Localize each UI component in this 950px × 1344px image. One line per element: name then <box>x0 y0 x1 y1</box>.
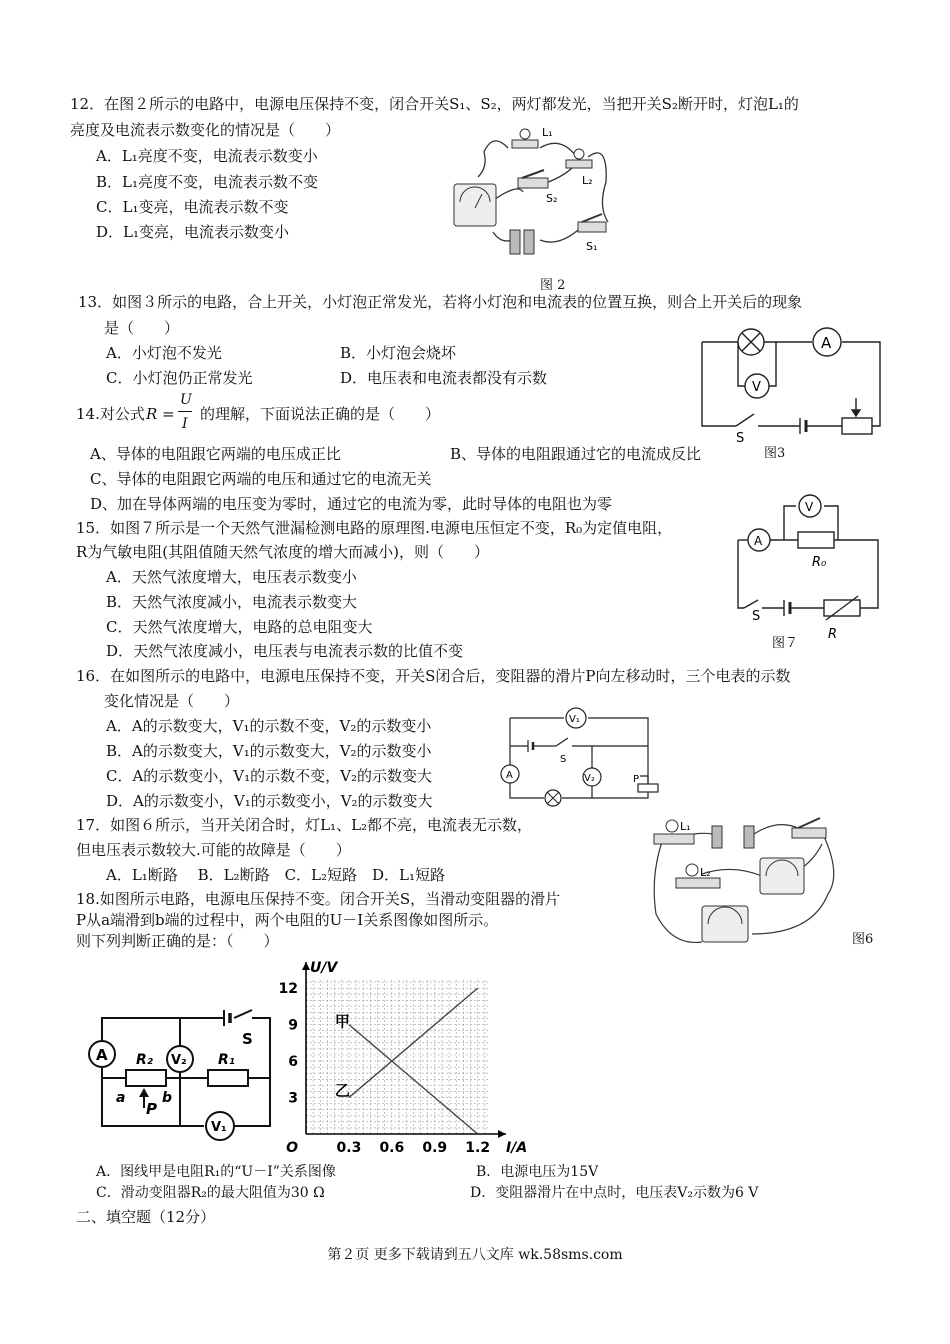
fig7-r-label: R <box>828 627 838 642</box>
y-tick-label: 12 <box>278 981 298 998</box>
q15-option-a: A．天然气浓度增大，电压表示数变小 <box>106 568 357 586</box>
x-tick-label: 0.6 <box>379 1140 405 1156</box>
fig2-label-s1: S₁ <box>586 240 598 253</box>
fig2-label-l1: L₁ <box>542 126 553 139</box>
q18-option-c: C．滑动变阻器R₂的最大阻值为30 Ω <box>96 1185 325 1201</box>
q18-stem-line3: 则下列判断正确的是：（ ） <box>76 932 279 950</box>
page-footer: 第２页 更多下载请到五八文库 wk.58sms.com <box>327 1247 623 1263</box>
fig7-ammeter-label: A <box>754 534 763 548</box>
q12-stem-line2: 亮度及电流表示数变化的情况是（ ） <box>70 121 341 139</box>
y-tick-label: 9 <box>288 1017 298 1034</box>
q13-option-d: D．电压表和电流表都没有示数 <box>340 369 548 387</box>
y-axis-arrow <box>302 962 310 970</box>
q14-option-c: C、导体的电阻跟它两端的电压和通过它的电流无关 <box>90 470 432 488</box>
q16-slider-label: P <box>633 774 640 785</box>
q15-option-d: D．天然气浓度减小，电压表与电流表示数的比值不变 <box>106 642 464 660</box>
figure-7-caption: 图７ <box>772 636 799 651</box>
y-tick-label: 6 <box>288 1054 298 1071</box>
q14-formula-numerator: U <box>180 392 192 408</box>
q18-ui-graph <box>278 952 532 1156</box>
fig7-switch-label: S <box>752 609 761 624</box>
q18-switch-label: S <box>242 1030 253 1048</box>
q15-stem-line2: R为气敏电阻(其阻值随天然气浓度的增大而减小)，则（ ） <box>76 543 490 561</box>
figure-2-caption: 图 2 <box>540 278 566 293</box>
q16-option-b: B．A的示数变大，V₁的示数变大，V₂的示数变小 <box>106 742 432 760</box>
q16-v2-label: V₂ <box>584 773 595 784</box>
q14-formula-denominator: I <box>182 416 188 432</box>
x-axis-label: I/A <box>506 1140 528 1156</box>
q12-option-d: D．L₁变亮，电流表示数变小 <box>96 223 290 241</box>
q18-stem-line2: P从a端滑到b端的过程中，两个电阻的U－I关系图像如图所示。 <box>76 911 499 929</box>
q14-option-a: A、导体的电阻跟它两端的电压成正比 <box>90 445 341 463</box>
q12-option-b: B．L₁亮度不变，电流表示数不变 <box>96 173 318 191</box>
y-tick-label: 3 <box>288 1090 298 1107</box>
fig2-label-s2: S₂ <box>546 192 558 205</box>
origin-label: O <box>286 1140 298 1156</box>
q13-option-c: C．小灯泡仍正常发光 <box>106 369 253 387</box>
y-axis-label: U/V <box>310 960 338 976</box>
q18-option-d: D．变阻器滑片在中点时，电压表V₂示数为6 V <box>470 1185 759 1201</box>
q15-option-c: C．天然气浓度增大，电路的总电阻变大 <box>106 618 373 636</box>
x-tick-label: 0.3 <box>336 1140 362 1156</box>
q16-option-c: C．A的示数变小，V₁的示数不变，V₂的示数变大 <box>106 767 433 785</box>
q18-end-b-label: b <box>162 1090 173 1106</box>
q12-option-a: A．L₁亮度不变，电流表示数变小 <box>96 147 318 165</box>
fig2-label-l2: L₂ <box>582 174 593 187</box>
fig7-r0-label: R₀ <box>812 555 827 570</box>
q14-option-d: D、加在导体两端的电压变为零时，通过它的电流为零，此时导体的电阻也为零 <box>90 495 613 513</box>
q15-stem-line1: 15．如图７所示是一个天然气泄漏检测电路的原理图.电源电压恒定不变，R₀为定值电阻， <box>76 519 673 537</box>
q12-option-c: C．L₁变亮，电流表示数不变 <box>96 198 289 216</box>
figure-q16-circuit <box>500 706 670 806</box>
q14-option-b: B、导体的电阻跟通过它的电流成反比 <box>450 445 702 463</box>
x-tick-label: 1.2 <box>465 1140 491 1156</box>
x-tick-label: 0.9 <box>422 1140 448 1156</box>
q15-option-b: B．天然气浓度减小，电流表示数变大 <box>106 593 358 611</box>
q18-option-b: B．电源电压为15V <box>476 1164 599 1180</box>
q16-ammeter-label: A <box>506 770 513 781</box>
figure-6-circuit <box>642 814 842 954</box>
q17-stem-line2: 但电压表示数较大.可能的故障是（ ） <box>76 841 351 859</box>
q14-stem-prefix: 14.对公式 <box>76 405 145 423</box>
q16-stem-line2: 变化情况是（ ） <box>104 692 240 710</box>
q17-options: A．L₁断路 B．L₂断路 C．L₂短路 D．L₁短路 <box>106 866 446 884</box>
fig7-voltmeter-label: V <box>805 500 814 514</box>
figure-6-caption: 图6 <box>852 932 874 947</box>
figure-2-circuit <box>448 122 618 262</box>
section-heading: 二、填空题（12分） <box>76 1208 216 1226</box>
q18-v1-label: V₁ <box>211 1120 227 1135</box>
q14-fraction-bar <box>178 411 192 412</box>
q18-ammeter-label: A <box>96 1046 108 1064</box>
q18-slider-label: P <box>146 1100 157 1118</box>
q14-stem-suffix: 的理解，下面说法正确的是（ ） <box>200 405 441 423</box>
fig3-switch-label: S <box>736 431 745 446</box>
fig6-label-l1: L₁ <box>680 820 691 833</box>
q13-option-b: B．小灯泡会烧坏 <box>340 344 457 362</box>
figure-q18-circuit <box>84 1010 284 1150</box>
figure-3-circuit <box>696 324 896 448</box>
q16-option-d: D．A的示数变小，V₁的示数变小，V₂的示数变大 <box>106 792 433 810</box>
q18-v2-label: V₂ <box>171 1053 187 1068</box>
q16-v1-label: V₁ <box>569 714 580 725</box>
q16-switch-label: S <box>560 754 567 765</box>
q17-stem-line1: 17．如图６所示，当开关闭合时，灯L₁、L₂都不亮，电流表无示数， <box>76 816 533 834</box>
q12-stem-line1: 12．在图２所示的电路中，电源电压保持不变，闭合开关S₁、S₂，两灯都发光，当把开关S₂断开时，灯泡L₁的 <box>70 95 799 113</box>
q18-option-a: A．图线甲是电阻R₁的“U－I”关系图像 <box>96 1164 336 1180</box>
q13-stem-line2: 是（ ） <box>104 319 180 337</box>
fig3-ammeter-label: A <box>821 334 832 352</box>
q14-formula-left: R = <box>146 405 175 423</box>
q18-stem-line1: 18.如图所示电路，电源电压保持不变。闭合开关S，当滑动变阻器的滑片 <box>76 890 561 908</box>
q18-r2-label: R₂ <box>136 1052 153 1068</box>
q13-option-a: A．小灯泡不发光 <box>106 344 222 362</box>
series-label-jia: 甲 <box>334 1012 350 1031</box>
q16-stem-line1: 16．在如图所示的电路中，电源电压保持不变，开关S闭合后，变阻器的滑片P向左移动时，三个电表的示数 <box>76 667 791 685</box>
fig3-voltmeter-label: V <box>752 380 761 395</box>
q18-end-a-label: a <box>116 1090 126 1106</box>
fig6-label-l2: L₂ <box>700 866 711 879</box>
series-label-yi: 乙 <box>334 1081 350 1100</box>
figure-7-circuit <box>728 492 888 642</box>
figure-3-caption: 图3 <box>764 446 786 461</box>
q18-r1-label: R₁ <box>218 1052 235 1068</box>
q13-stem-line1: 13．如图３所示的电路，合上开关，小灯泡正常发光，若将小灯泡和电流表的位置互换，则合上开关后的现象 <box>78 293 803 311</box>
q16-option-a: A．A的示数变大，V₁的示数不变，V₂的示数变小 <box>106 717 432 735</box>
x-axis-arrow <box>498 1130 506 1138</box>
